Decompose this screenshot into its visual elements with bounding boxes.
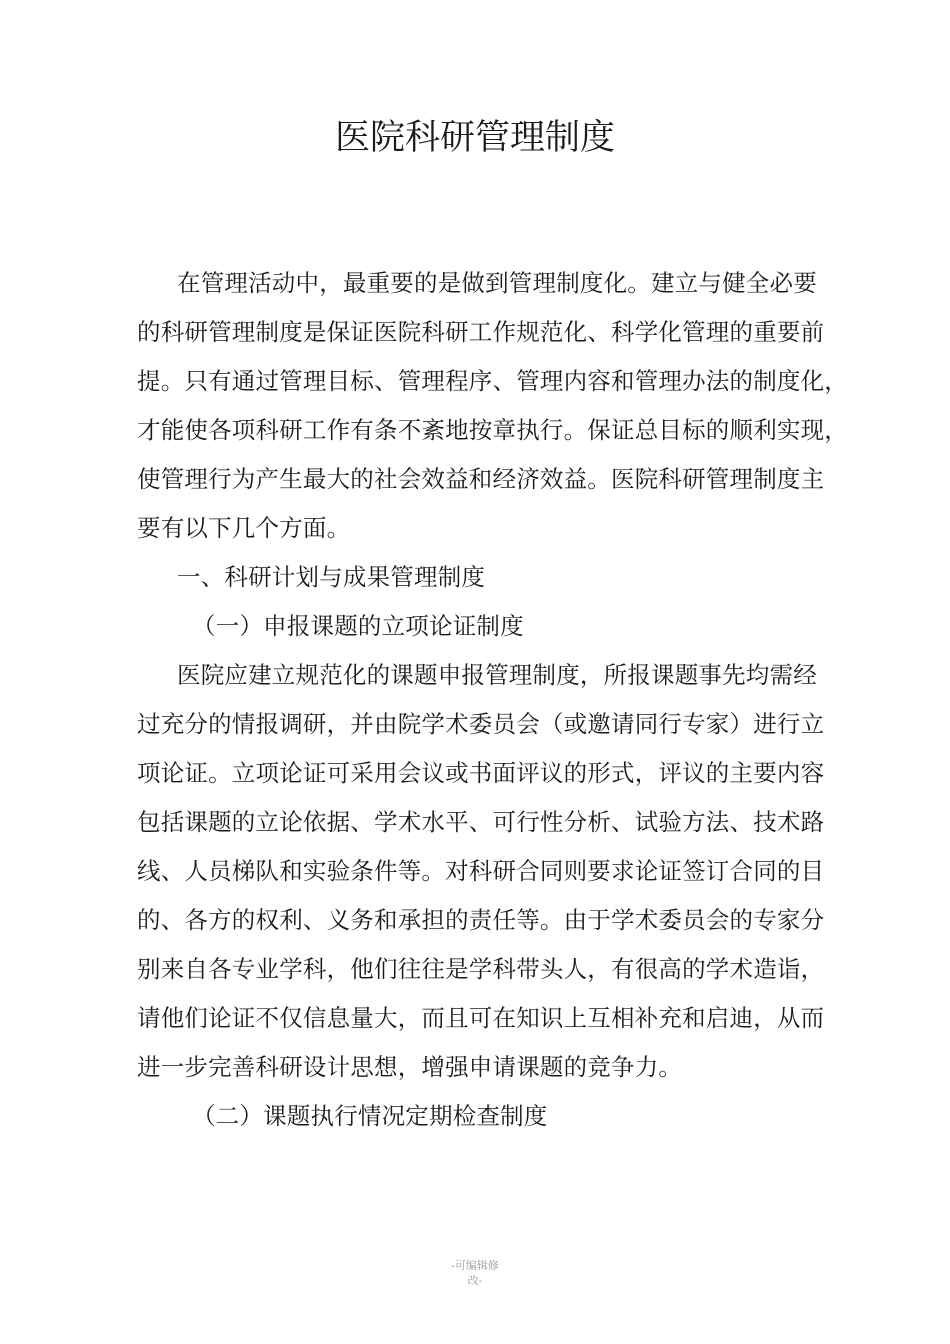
paragraph-line: 请他们论证不仅信息量大，而且可在知识上互相补充和启迪，从而: [137, 1004, 825, 1032]
footer-line: 改-: [467, 1274, 483, 1287]
paragraph-line: 要有以下几个方面。: [137, 514, 351, 542]
document-title: 医院科研管理制度: [334, 118, 615, 158]
paragraph-line: 过充分的情报调研，并由院学术委员会（或邀请同行专家）进行立: [137, 710, 825, 738]
paragraph-line: 使管理行为产生最大的社会效益和经济效益。医院科研管理制度主: [137, 465, 825, 493]
paragraph-line: 的科研管理制度是保证医院科研工作规范化、科学化管理的重要前: [137, 318, 825, 346]
paragraph-line: 的、各方的权利、义务和承担的责任等。由于学术委员会的专家分: [137, 906, 825, 934]
paragraph-line: 线、人员梯队和实验条件等。对科研合同则要求论证签订合同的目: [137, 857, 825, 885]
page-footer: [0, 1258, 950, 1288]
subsection-heading: （二）课题执行情况定期检查制度: [192, 1102, 548, 1130]
paragraph-line: 包括课题的立论依据、学术水平、可行性分析、试验方法、技术路: [137, 808, 825, 836]
section-heading: 一、科研计划与成果管理制度: [177, 563, 486, 591]
paragraph-line: 医院应建立规范化的课题申报管理制度，所报课题事先均需经: [177, 661, 817, 689]
paragraph-line: 进一步完善科研设计思想，增强申请课题的竞争力。: [137, 1053, 683, 1081]
paragraph-line: 项论证。立项论证可采用会议或书面评议的形式，评议的主要内容: [137, 759, 825, 787]
paragraph-line: 在管理活动中，最重要的是做到管理制度化。建立与健全必要: [177, 269, 817, 297]
paragraph-line: 别来自各专业学科，他们往往是学科带头人，有很高的学术造诣，: [137, 955, 825, 983]
paragraph-line: 提。只有通过管理目标、管理程序、管理内容和管理办法的制度化，: [137, 367, 848, 395]
footer-line: -可编辑修: [451, 1259, 499, 1272]
paragraph-line: 才能使各项科研工作有条不紊地按章执行。保证总目标的顺利实现，: [137, 416, 848, 444]
subsection-heading: （一）申报课题的立项论证制度: [192, 612, 524, 640]
